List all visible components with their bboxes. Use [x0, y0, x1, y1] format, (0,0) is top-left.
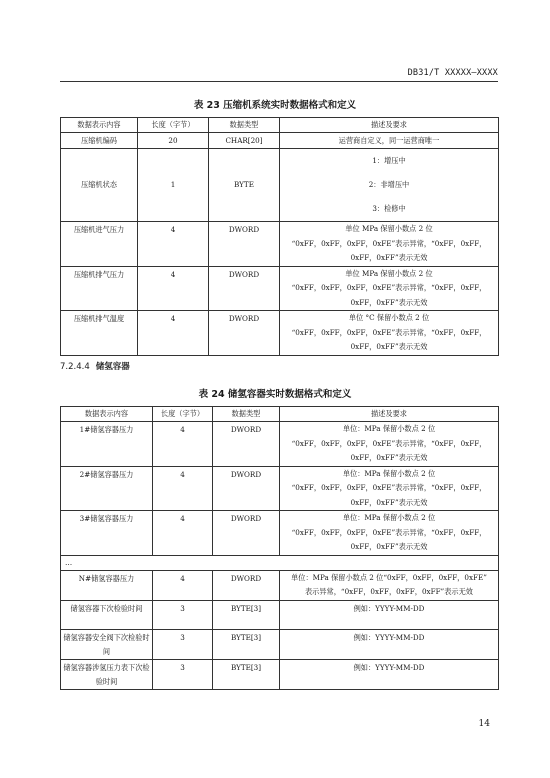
- cell-type: DWORD: [209, 266, 280, 311]
- cell-desc: [280, 511, 499, 556]
- table-row: [61, 629, 499, 659]
- cell-desc: [280, 266, 499, 311]
- cell-content: 储氢容器安全阀下次检验时间: [61, 629, 153, 659]
- table-row: [61, 659, 499, 689]
- cell-length: 3: [153, 659, 213, 689]
- cell-content: 压缩机编码: [61, 133, 138, 149]
- cell-type: DWORD: [213, 466, 280, 511]
- table-row: [61, 466, 499, 511]
- cell-length: 4: [138, 266, 209, 311]
- table-23: [60, 117, 499, 356]
- document-code: DB31/T XXXXX—XXXX: [407, 68, 498, 78]
- table-row: [61, 570, 499, 600]
- header-desc: 描述及要求: [280, 118, 499, 133]
- table-24: [60, 406, 499, 690]
- section-heading: [60, 360, 130, 372]
- desc-line: 单位：MPa 保留小数点 2 位: [342, 424, 436, 433]
- cell-type: BYTE[3]: [213, 659, 280, 689]
- cell-desc: [280, 570, 499, 600]
- desc-line: 2：非增压中: [368, 180, 410, 189]
- header-rule: [60, 81, 498, 82]
- cell-desc: [280, 149, 499, 222]
- cell-length: 4: [153, 422, 213, 467]
- cell-content: 2#储氢容器压力: [61, 466, 153, 511]
- desc-line: 单位：MPa 保留小数点 2 位: [342, 468, 436, 478]
- cell-type: DWORD: [213, 422, 280, 467]
- cell-length: 4: [138, 311, 209, 356]
- cell-desc: 例如：YYYY-MM-DD: [280, 600, 499, 629]
- cell-desc: [280, 422, 499, 467]
- cell-desc: 例如：YYYY-MM-DD: [280, 629, 499, 659]
- section-title: 储氢容器: [95, 362, 130, 372]
- desc-line: 0xFF，0xFF”表示无效: [350, 342, 428, 351]
- cell-desc: 运营商自定义，同一运营商唯一: [280, 133, 499, 149]
- table-row: [61, 422, 499, 467]
- desc-line: 单位 °C 保留小数点 2 位: [348, 313, 430, 322]
- desc-line: 单位：MPa 保留小数点 2 位“0xFF，0xFF，0xFF，0xFE”: [291, 572, 487, 582]
- desc-line: “0xFF，0xFF，0xFF，0xFE”表示异常，“0xFF，0xFF，: [291, 327, 487, 337]
- desc-line: 0xFF，0xFF”表示无效: [350, 253, 428, 262]
- cell-content: 1#储氢容器压力: [61, 422, 153, 467]
- section-number: 7.2.4.4: [60, 362, 90, 372]
- cell-desc: [280, 466, 499, 511]
- cell-desc: [280, 222, 499, 267]
- cell-length: 20: [138, 133, 209, 149]
- cell-content: 压缩机排气温度: [61, 311, 138, 356]
- header-desc: 描述及要求: [280, 407, 499, 422]
- table-24-title: 表 24 储氢容器实时数据格式和定义: [198, 389, 352, 400]
- desc-line: 0xFF，0xFF”表示无效: [350, 453, 428, 462]
- desc-line: “0xFF，0xFF，0xFF，0xFE”表示异常，“0xFF，0xFF，: [291, 238, 487, 248]
- cell-length: 1: [138, 149, 209, 222]
- cell-length: 4: [138, 222, 209, 267]
- desc-line: “0xFF，0xFF，0xFF，0xFE”表示异常，“0xFF，0xFF，: [291, 483, 487, 492]
- desc-line: 0xFF，0xFF”表示无效: [350, 297, 428, 307]
- table-header-row: [61, 407, 499, 422]
- header-content: 数据表示内容: [61, 407, 153, 422]
- desc-line: 单位：MPa 保留小数点 2 位: [342, 513, 436, 522]
- table-row: [61, 133, 499, 149]
- desc-line: “0xFF，0xFF，0xFF，0xFE”表示异常，“0xFF，0xFF，: [291, 283, 487, 292]
- cell-type: BYTE[3]: [213, 629, 280, 659]
- cell-length: 4: [153, 511, 213, 556]
- desc-line: “0xFF，0xFF，0xFF，0xFE”表示异常，“0xFF，0xFF，: [291, 527, 487, 537]
- table-row: [61, 266, 499, 311]
- header-type: 数据类型: [213, 407, 280, 422]
- desc-line: 3：检修中: [372, 204, 406, 213]
- table-row: [61, 222, 499, 267]
- cell-type: DWORD: [209, 222, 280, 267]
- cell-content: 压缩机排气压力: [61, 266, 138, 311]
- desc-line: 单位 MPa 保留小数点 2 位: [345, 224, 433, 233]
- desc-line: 0xFF，0xFF”表示无效: [350, 497, 428, 507]
- desc-line: 1：增压中: [372, 156, 406, 165]
- table-header-row: [61, 118, 499, 133]
- cell-type: BYTE: [209, 149, 280, 222]
- ellipsis-cell: …: [61, 555, 499, 570]
- table-row: [61, 600, 499, 629]
- cell-type: DWORD: [213, 570, 280, 600]
- cell-content: 3#储氢容器压力: [61, 511, 153, 556]
- desc-line: “0xFF，0xFF，0xFF，0xFE”表示异常，“0xFF，0xFF，: [291, 438, 487, 448]
- cell-content: 压缩机进气压力: [61, 222, 138, 267]
- cell-content: 储氢容器涉氢压力表下次检验时间: [61, 659, 153, 689]
- table-row: [61, 511, 499, 556]
- cell-type: CHAR[20]: [209, 133, 280, 149]
- header-length: 长度（字节）: [153, 407, 213, 422]
- desc-line: 单位 MPa 保留小数点 2 位: [345, 268, 433, 278]
- cell-length: 3: [153, 629, 213, 659]
- page-number: 14: [478, 719, 490, 729]
- table-row: [61, 311, 499, 356]
- cell-content: N#储氢容器压力: [61, 570, 153, 600]
- desc-line: 0xFF，0xFF”表示无效: [350, 542, 428, 551]
- cell-length: 3: [153, 600, 213, 629]
- table-row: [61, 149, 499, 222]
- cell-type: DWORD: [209, 311, 280, 356]
- cell-desc: [280, 311, 499, 356]
- header-content: 数据表示内容: [61, 118, 138, 133]
- cell-length: 4: [153, 570, 213, 600]
- cell-content: 储氢容器下次检验时间: [61, 600, 153, 629]
- cell-content: 压缩机状态: [61, 149, 138, 222]
- cell-desc: 例如：YYYY-MM-DD: [280, 659, 499, 689]
- cell-type: BYTE[3]: [213, 600, 280, 629]
- table-row-ellipsis: [61, 555, 499, 570]
- cell-type: DWORD: [213, 511, 280, 556]
- desc-line: 表示异常，“0xFF，0xFF，0xFF，0xFF”表示无效: [304, 587, 473, 596]
- header-type: 数据类型: [209, 118, 280, 133]
- table-23-title: 表 23 压缩机系统实时数据格式和定义: [193, 100, 357, 111]
- header-length: 长度（字节）: [138, 118, 209, 133]
- cell-length: 4: [153, 466, 213, 511]
